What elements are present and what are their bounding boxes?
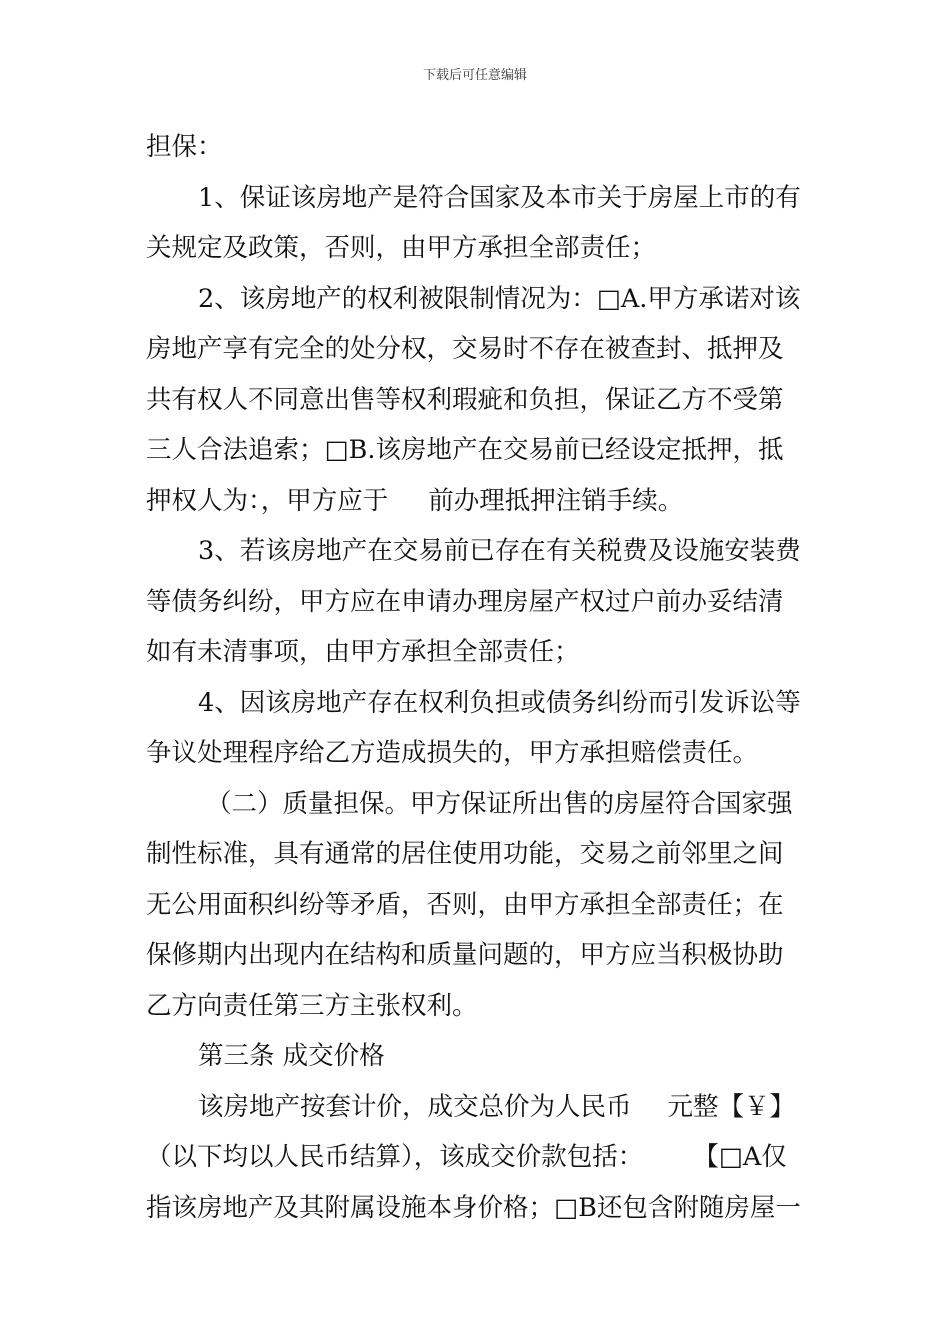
- text-segment: 元整【￥】: [667, 1091, 796, 1122]
- text-line: 三人合法追索；□B.该房地产在交易前已经设定抵押，抵: [146, 435, 784, 465]
- text-line: 指该房地产及其附属设施本身价格；□B还包含附随房屋一: [146, 1192, 801, 1223]
- text-line: 制性标准，具有通常的居住使用功能，交易之前邻里之间: [146, 839, 784, 869]
- text-line: [146, 1132, 808, 1183]
- text-line: [146, 476, 808, 527]
- text-line: 2、该房地产的权利被限制情况为：□A.甲方承诺对该: [198, 283, 801, 314]
- page-header: 下载后可任意编辑: [422, 68, 527, 83]
- text-segment: 该房地产按套计价，成交总价为人民币: [198, 1091, 632, 1122]
- text-line: 等债务纠纷，甲方应在申请办理房屋产权过户前办妥结清: [146, 586, 784, 617]
- text-line: 争议处理程序给乙方造成损失的，甲方承担赔偿责任。: [146, 738, 759, 768]
- text-line: 担保：: [146, 132, 223, 162]
- text-segment: 押权人为：，甲方应于: [146, 485, 389, 516]
- text-line: 无公用面积纠纷等矛盾，否则，由甲方承担全部责任；在: [146, 889, 784, 920]
- text-line: 房地产享有完全的处分权，交易时不存在被查封、抵押及: [146, 334, 784, 364]
- text-line: （二）质量担保。甲方保证所出售的房屋符合国家强: [206, 788, 793, 819]
- text-line: [146, 1082, 808, 1133]
- document-body: [146, 122, 808, 1233]
- text-segment: 前办理抵押注销手续。: [428, 485, 684, 516]
- section-heading: 第三条 成交价格: [198, 1041, 385, 1071]
- text-line: 如有未清事项，由甲方承担全部责任；: [146, 637, 580, 667]
- text-line: 4、因该房地产存在权利负担或债务纠纷而引发诉讼等: [198, 687, 801, 718]
- text-line: 1、保证该房地产是符合国家及本市关于房屋上市的有: [198, 182, 801, 213]
- text-segment: （以下均以人民币结算），该成交价款包括：: [146, 1142, 644, 1172]
- text-line: 乙方向责任第三方主张权利。: [146, 990, 478, 1021]
- text-segment: 【□A仅: [693, 1142, 787, 1172]
- text-line: 3、若该房地产在交易前已存在有关税费及设施安装费: [198, 536, 801, 566]
- text-line: 保修期内出现内在结构和质量问题的，甲方应当积极协助: [146, 940, 784, 970]
- text-line: 关规定及政策，否则，由甲方承担全部责任；: [146, 233, 657, 263]
- text-line: 共有权人不同意出售等权利瑕疵和负担，保证乙方不受第: [146, 384, 784, 415]
